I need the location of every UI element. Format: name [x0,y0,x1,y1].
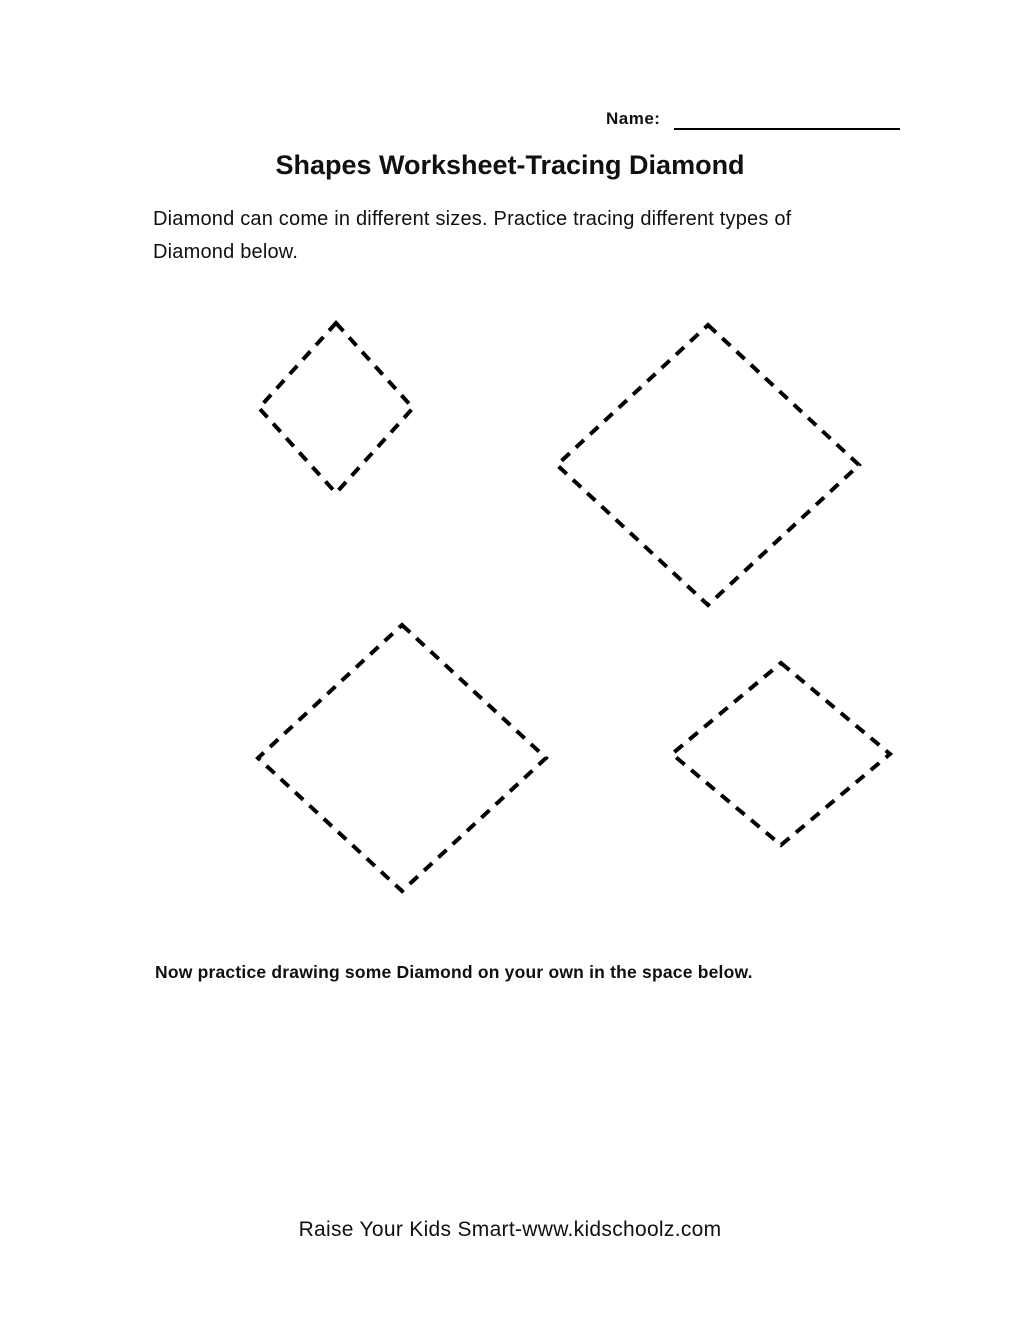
footer-text: Raise Your Kids Smart-www.kidschoolz.com [298,1218,722,1241]
name-blank-line [674,110,900,130]
page-title: Shapes Worksheet-Tracing Diamond [275,150,745,180]
name-field-row [606,108,900,130]
diamond-medium-bottom-right [672,663,890,845]
instructions-text: Diamond can come in different sizes. Practice tracing different types of Diamond below. [153,208,792,263]
name-label: Name: [606,109,661,128]
practice-prompt-text: Now practice drawing some Diamond on your own in the space below. [155,962,753,982]
diamond-small-top-left [259,323,413,493]
diamond-large-bottom-left [258,625,546,891]
diamond-large-top-right [557,325,859,605]
